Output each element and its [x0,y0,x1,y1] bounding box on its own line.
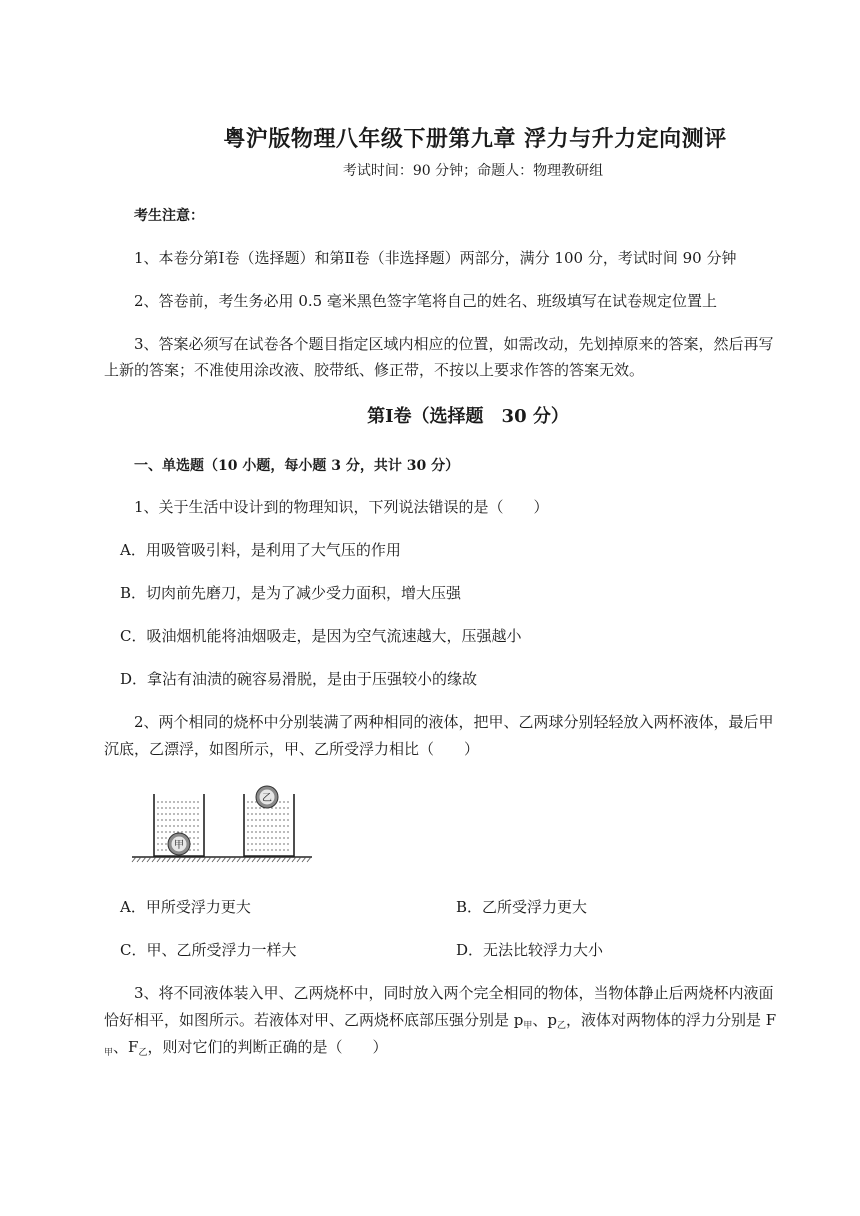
subscript-yi: 乙 [557,1021,567,1031]
ball-yi [256,786,278,808]
stem-text: 、F [113,1038,139,1056]
stem-text: 、p [532,1011,557,1029]
question-1-option-d: D．拿沾有油渍的碗容易滑脱，是由于压强较小的缘故 [120,670,478,688]
stem-text: ，液体对两物体的浮力分别是 F [566,1011,777,1029]
question-2-option-c: C．甲、乙所受浮力一样大 [120,941,297,959]
question-3-stem: 3、将不同液体装入甲、乙两烧杯中，同时放入两个完全相同的物体，当物体静止后两烧杯内液面 [134,984,774,1002]
question-1-stem: 1、关于生活中设计到的物理知识，下列说法错误的是（ ） [134,498,549,516]
page-subtitle: 考试时间：90 分钟；命题人：物理教研组 [342,163,604,179]
ball-jia-label: 甲 [174,840,184,851]
section-title: 第Ⅰ卷（选择题 30 分） [367,406,569,427]
notice-item: 2、答卷前，考生务必用 0.5 毫米黑色签字笔将自己的姓名、班级填写在试卷规定位置上 [134,292,717,310]
notice-item: 1、本卷分第Ⅰ卷（选择题）和第Ⅱ卷（非选择题）两部分，满分 100 分，考试时间 90 分钟 [134,249,737,267]
subscript-jia: 甲 [104,1048,114,1058]
question-1-option-a: A．用吸管吸引料，是利用了大气压的作用 [120,541,401,559]
question-2-stem: 2、两个相同的烧杯中分别装满了两种相同的液体，把甲、乙两球分别轻轻放入两杯液体，最后甲 [134,713,774,731]
question-3-stem-line3 [104,1036,387,1058]
ground-line [132,857,312,862]
stem-text: 恰好相平，如图所示。若液体对甲、乙两烧杯底部压强分别是 p [104,1011,524,1029]
question-2-option-d: D．无法比较浮力大小 [456,941,604,959]
question-2-option-a: A．甲所受浮力更大 [120,898,251,916]
stem-text: ，则对它们的判断正确的是（ ） [147,1038,388,1056]
subscript-yi: 乙 [138,1048,148,1058]
subscript-jia: 甲 [523,1021,533,1031]
page-title: 粤沪版物理八年级下册第九章 浮力与升力定向测评 [223,126,727,152]
ball-yi-label: 乙 [262,793,272,804]
notice-item: 3、答案必须写在试卷各个题目指定区域内相应的位置，如需改动，先划掉原来的答案，然后再写 [134,335,774,353]
question-2-option-b: B．乙所受浮力更大 [456,898,588,916]
notice-item-continued: 上新的答案；不准使用涂改液、胶带纸、修正带，不按以上要求作答的答案无效。 [104,361,645,379]
notice-heading: 考生注意： [134,208,204,224]
question-3-stem-line2 [104,1009,776,1031]
part-heading: 一、单选题（10 小题，每小题 3 分，共计 30 分） [134,458,460,474]
question-2-stem-continued: 沉底，乙漂浮，如图所示，甲、乙所受浮力相比（ ） [104,740,480,758]
question-1-option-b: B．切肉前先磨刀，是为了减少受力面积，增大压强 [120,584,462,602]
question-1-option-c: C．吸油烟机能将油烟吸走，是因为空气流速越大，压强越小 [120,627,522,645]
question-2-figure [128,780,318,866]
ball-jia [168,833,190,855]
